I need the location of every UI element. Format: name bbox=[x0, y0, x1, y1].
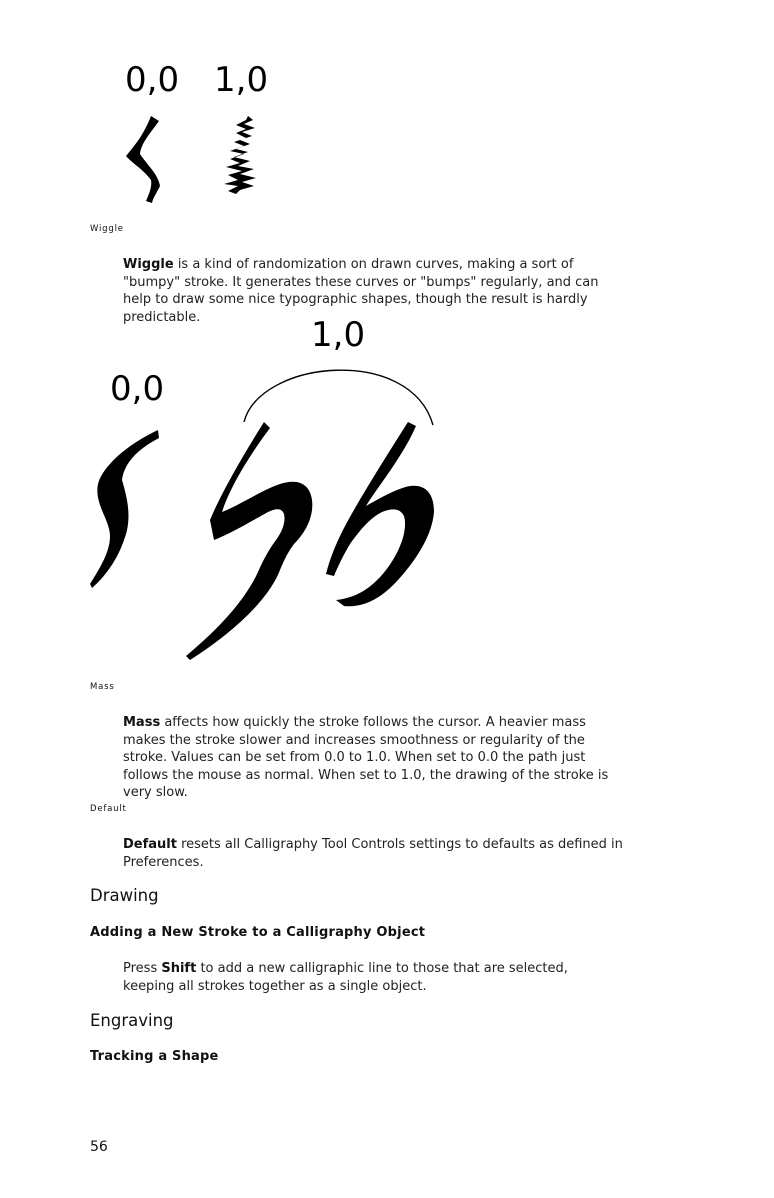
figure2-label-left: 0,0 bbox=[110, 369, 165, 409]
wiggle-stroke-smooth bbox=[118, 112, 168, 207]
figure1-caption: Wiggle bbox=[90, 224, 124, 234]
wiggle-paragraph bbox=[123, 256, 623, 326]
wiggle-term: Wiggle bbox=[123, 257, 174, 272]
mass-term: Mass bbox=[123, 715, 161, 730]
mass-paragraph bbox=[123, 714, 623, 802]
default-paragraph bbox=[123, 836, 623, 871]
mass-stroke-light bbox=[88, 428, 160, 590]
drawing-subheading: Adding a New Stroke to a Calligraphy Object bbox=[90, 925, 426, 940]
mass-bracket-arc bbox=[240, 350, 440, 430]
figure2-caption: Mass bbox=[90, 682, 115, 692]
mass-text: affects how quickly the stroke follows the cursor. A heavier mass makes the stroke slower and increases smoothness or regularity of the stroke. Values can be set from 0.0 to 1.0. When set to 0.0 the path just follows the mouse as normal. When set to 1.0, the drawing of the stroke is very slow. bbox=[123, 715, 609, 800]
drawing-paragraph bbox=[123, 960, 623, 995]
engraving-heading: Engraving bbox=[90, 1011, 174, 1030]
drawing-heading: Drawing bbox=[90, 886, 159, 905]
wiggle-stroke-jagged bbox=[220, 114, 260, 196]
mass-stroke-heavy bbox=[184, 420, 436, 662]
page-number: 56 bbox=[90, 1139, 108, 1155]
wiggle-text: is a kind of randomization on drawn curves, making a sort of "bumpy" stroke. It generates these curves or "bumps" regularly, and can help to draw some nice typographic shapes, though the result is hardly predictable. bbox=[123, 257, 599, 325]
figure1-label-right: 1,0 bbox=[214, 60, 269, 100]
figure2-label-right: 1,0 bbox=[311, 315, 366, 355]
figure1-label-left: 0,0 bbox=[125, 60, 180, 100]
default-caption: Default bbox=[90, 804, 127, 814]
engraving-subheading: Tracking a Shape bbox=[90, 1049, 219, 1064]
drawing-text-before: Press bbox=[123, 961, 162, 976]
default-text: resets all Calligraphy Tool Controls settings to defaults as defined in Preferences. bbox=[123, 837, 623, 870]
shift-key: Shift bbox=[161, 961, 197, 976]
default-term: Default bbox=[123, 837, 177, 852]
drawing-text-after: to add a new calligraphic line to those that are selected, keeping all strokes together as a single object. bbox=[123, 961, 568, 994]
